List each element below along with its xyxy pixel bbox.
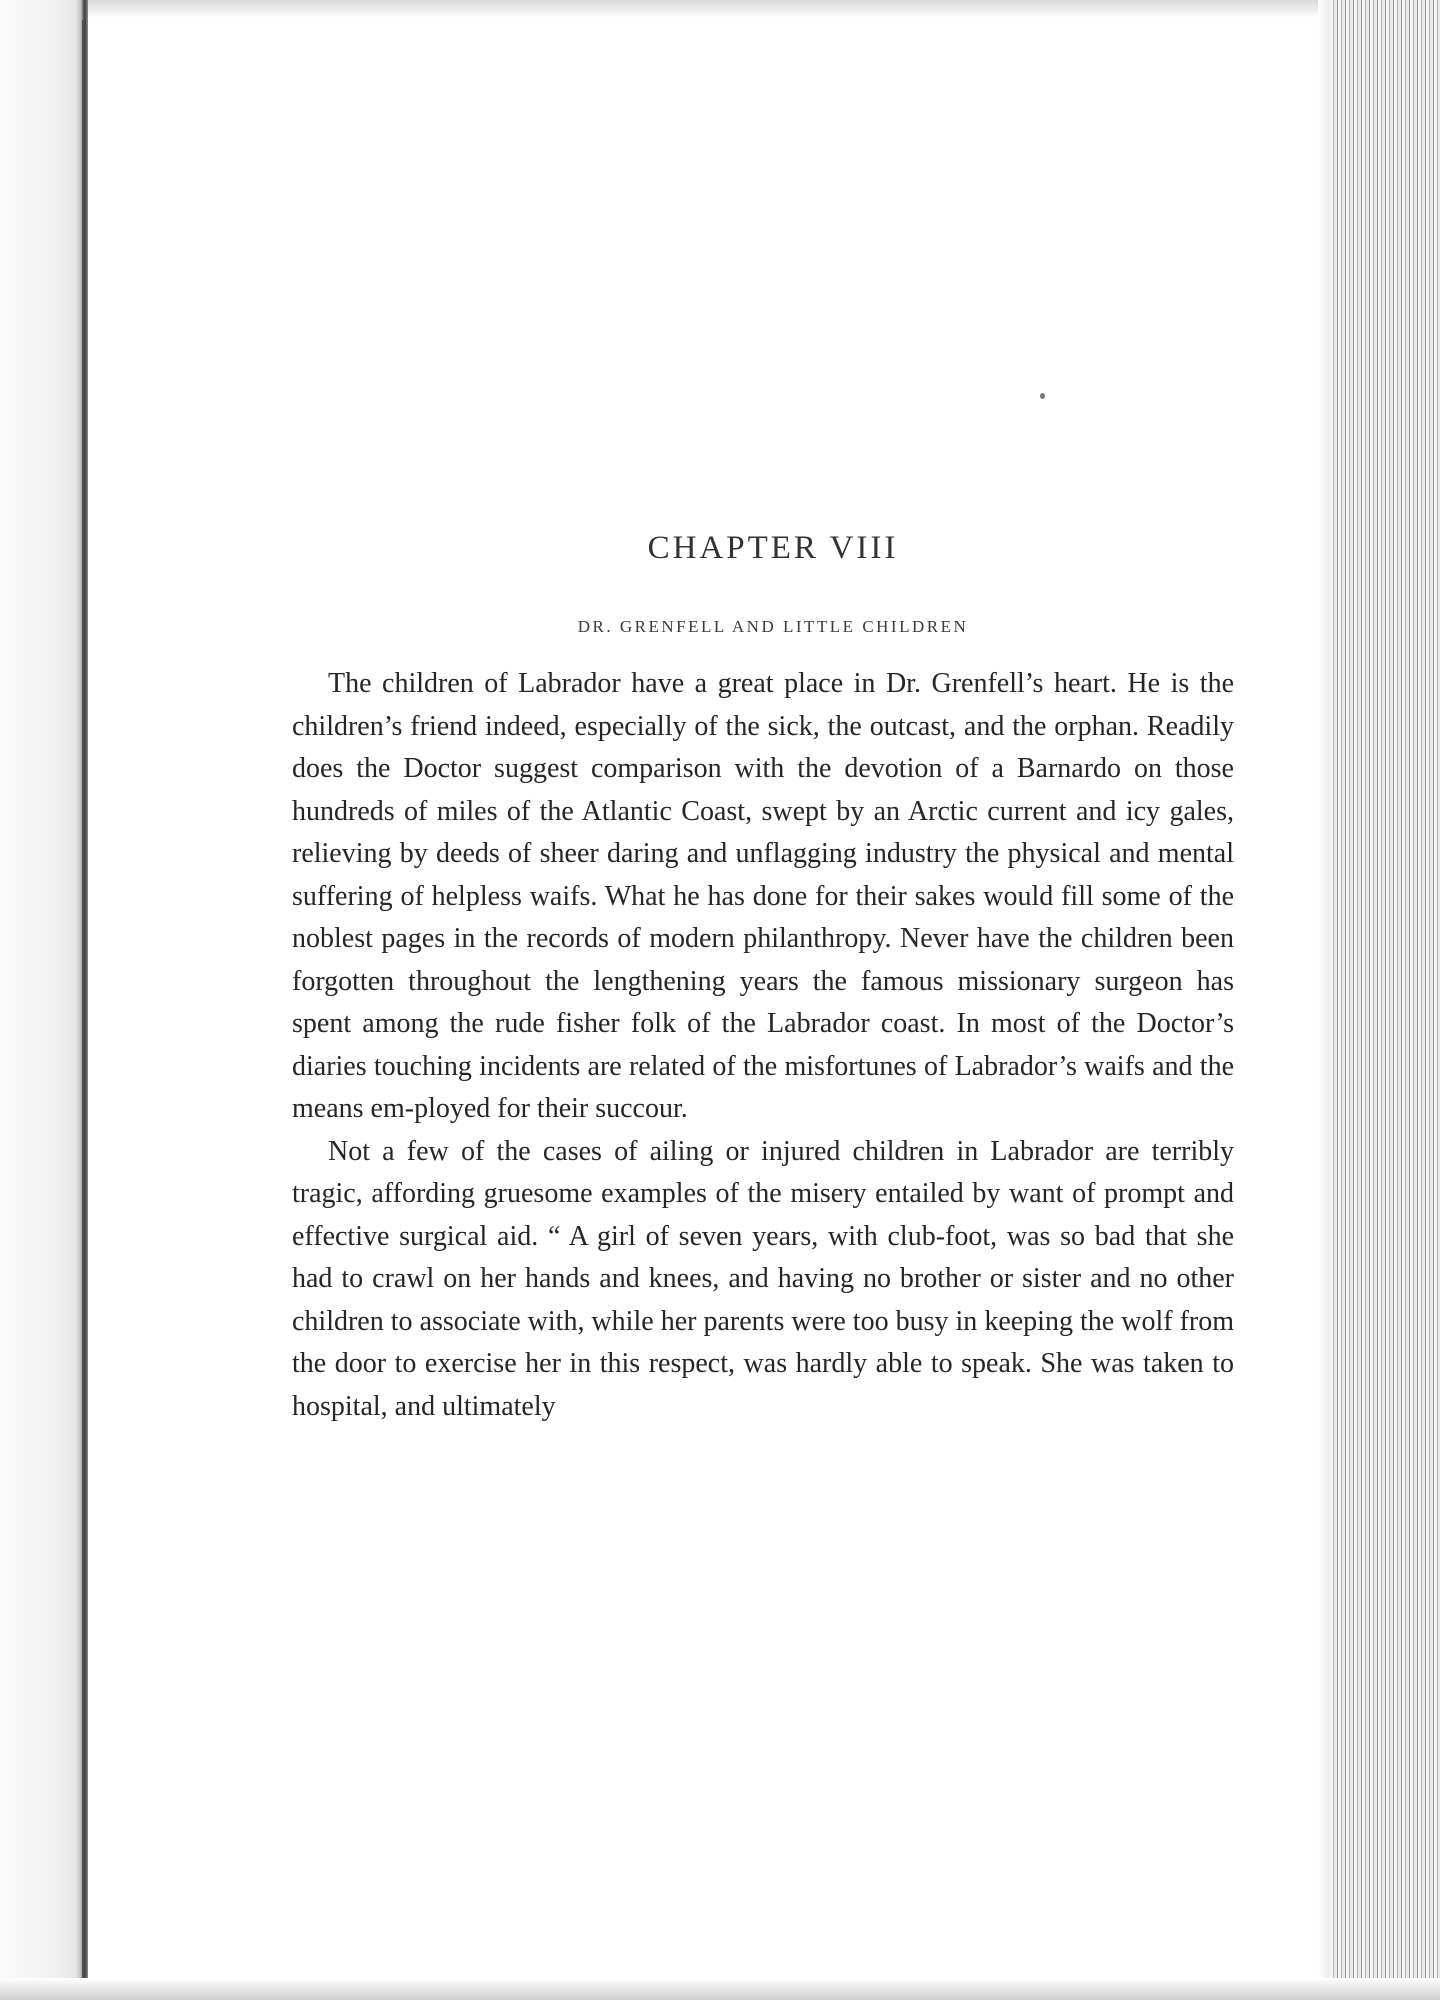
ink-speck (1040, 393, 1045, 399)
body-paragraph: The children of Labrador have a great place in Dr. Grenfell’s heart. He is the children’s friend indeed, especially of the sick, the outcast, and the orphan. Readily does the Doctor suggest comparison with the devotion of a Barnardo on those hundreds of miles of the Atlantic Coast, swept by an Arctic current and icy gales, relieving by deeds of sheer daring and unflagging industry the physical and mental suffering of helpless waifs. What he has done for their sakes would fill some of the noblest pages in the records of modern philanthropy. Never have the children been forgotten throughout the lengthening years the famous missionary surgeon has spent among the rude fisher folk of the Labrador coast. In most of the Doctor’s diaries touching incidents are related of the misfortunes of Labrador’s waifs and the means em-ployed for their succour. (292, 668, 1234, 1124)
chapter-subtitle: DR. GRENFELL AND LITTLE CHILDREN (577, 617, 969, 636)
body-paragraph: Not a few of the cases of ailing or injured children in Labrador are terribly tragic, affording gruesome examples of the misery entailed by want of prompt and effective surgical aid. “ A girl of seven years, with club-foot, was so bad that she had to crawl on her hands and knees, and having no brother or sister and no other children to associate with, while her parents were too busy in keeping the wolf from the door to exercise her in this respect, was hardly able to speak. She was taken to hospital, and ultimately (292, 1135, 1234, 1422)
page-stack-edge (1330, 0, 1440, 2000)
page-text (292, 530, 1234, 1428)
top-edge-shadow (0, 0, 1440, 18)
book-binding-edge (0, 0, 88, 2000)
bottom-edge-shadow (0, 1978, 1440, 2000)
chapter-title: CHAPTER VIII (647, 530, 899, 566)
gutter-line (82, 20, 86, 1980)
